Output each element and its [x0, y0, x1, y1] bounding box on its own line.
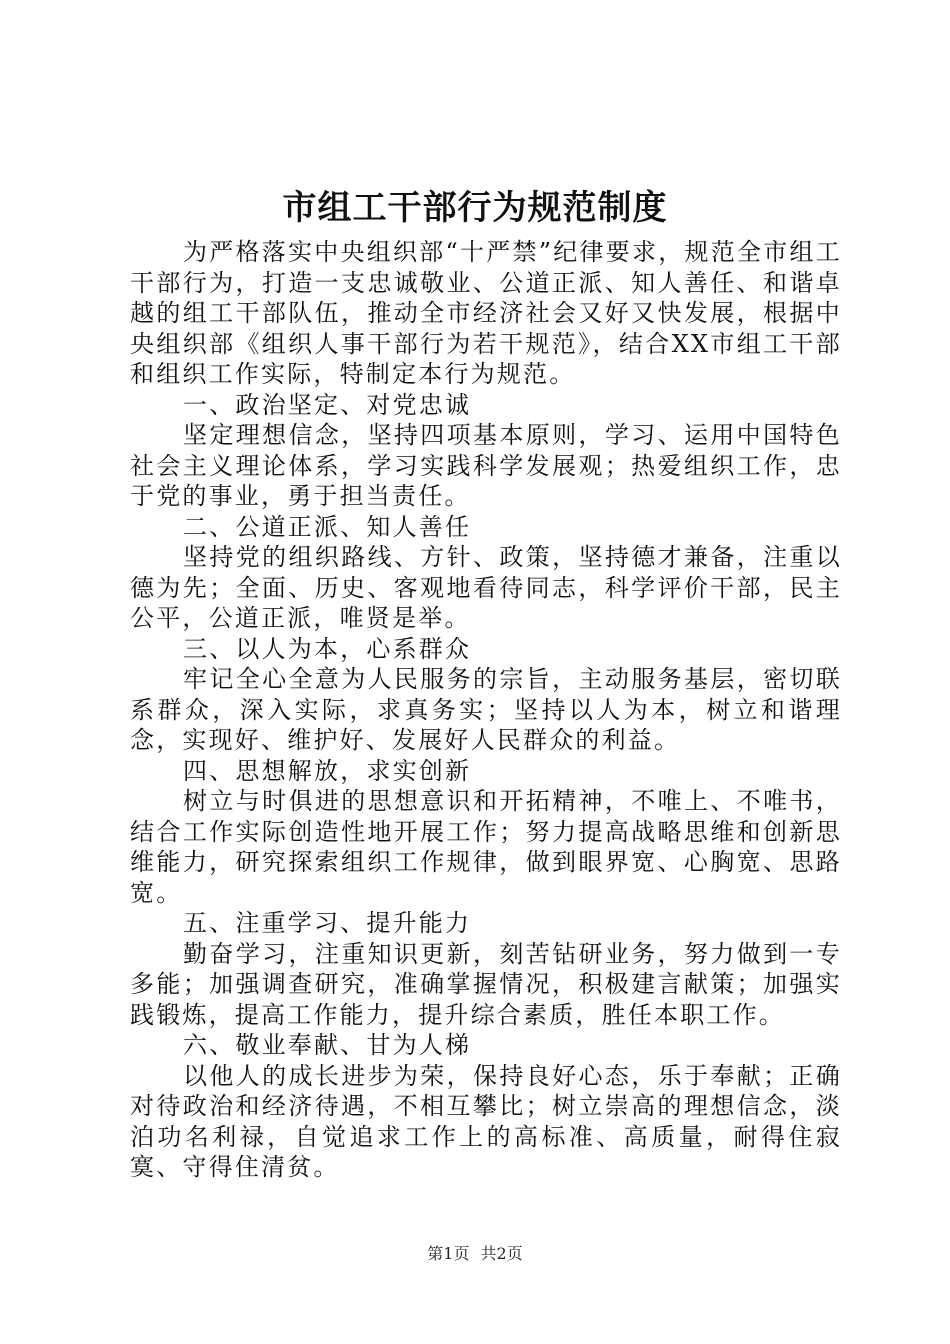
page-number: 第1页 — [427, 1244, 470, 1263]
section-paragraph: 树立与时俱进的思想意识和开拓精神，不唯上、不唯书，结合工作实际创造性地开展工作；努力提高战略思维和创新思维能力，研究探索组织工作规律，做到眼界宽、心胸宽、思路宽。 — [130, 787, 842, 907]
section-paragraph: 勤奋学习，注重知识更新，刻苦钻研业务，努力做到一专多能；加强调查研究，准确掌握情况，积极建言献策；加强实践锻炼，提高工作能力，提升综合素质，胜任本职工作。 — [130, 939, 842, 1029]
section-heading: 四、思想解放，求实创新 — [183, 756, 472, 785]
section-paragraph: 牢记全心全意为人民服务的宗旨，主动服务基层，密切联系群众，深入实际，求真务实；坚持以人为本，树立和谐理念，实现好、维护好、发展好人民群众的利益。 — [130, 665, 842, 754]
section-paragraph: 以他人的成长进步为荣，保持良好心态，乐于奉献；正确对待政治和经济待遇，不相互攀比；树立崇高的理想信念，淡泊功名利禄，自觉追求工作上的高标准、高质量，耐得住寂寞、守得住清贫。 — [130, 1061, 842, 1181]
section-heading: 一、政治坚定、对党忠诚 — [183, 390, 472, 419]
page-total: 共2页 — [480, 1244, 523, 1263]
document-title: 市组工干部行为规范制度 — [282, 188, 668, 228]
document-body — [130, 237, 842, 1183]
section-heading: 二、公道正派、知人善任 — [183, 512, 472, 541]
section-heading: 六、敬业奉献、甘为人梯 — [183, 1031, 472, 1059]
section-heading: 五、注重学习、提升能力 — [183, 909, 472, 937]
section-paragraph: 坚持党的组织路线、方针、政策，坚持德才兼备，注重以德为先；全面、历史、客观地看待同志，科学评价干部，民主公平，公道正派，唯贤是举。 — [130, 543, 842, 632]
page-footer — [0, 1243, 950, 1265]
intro-paragraph: 为严格落实中央组织部“十严禁”纪律要求，规范全市组工干部行为，打造一支忠诚敬业、公道正派、知人善任、和谐卓越的组工干部队伍，推动全市经济社会又好又快发展，根据中央组织部《组织人事干部行为若干规范》，结合XX市组工干部和组织工作实际，特制定本行为规范。 — [130, 238, 842, 388]
section-paragraph: 坚定理想信念，坚持四项基本原则，学习、运用中国特色社会主义理论体系，学习实践科学发展观；热爱组织工作，忠于党的事业，勇于担当责任。 — [130, 421, 842, 510]
section-heading: 三、以人为本，心系群众 — [183, 634, 472, 663]
